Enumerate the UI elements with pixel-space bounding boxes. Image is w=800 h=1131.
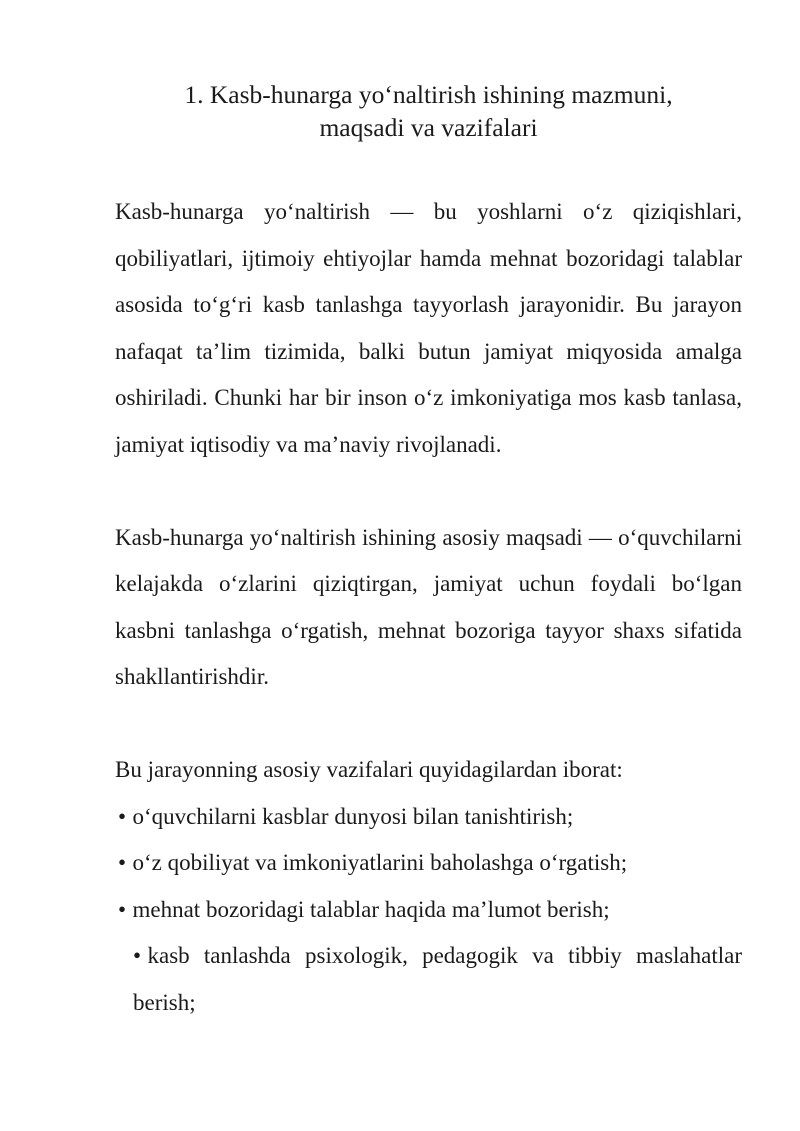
list-item-text: kasb tanlashda psixologik, pedagogik va tibbiy maslahatlar berish; xyxy=(133,943,742,1015)
tasks-list xyxy=(115,794,742,1027)
list-item-text: mehnat bozoridagi talablar haqida ma’lumot berish; xyxy=(132,896,610,922)
document-page xyxy=(115,78,742,1026)
bullet-icon: • xyxy=(118,850,127,875)
bullet-icon: • xyxy=(118,896,127,922)
page-title xyxy=(115,78,742,144)
list-item-text: o‘z qobiliyat va imkoniyatlarini baholashga o‘rgatish; xyxy=(132,850,628,875)
list-item xyxy=(115,887,742,934)
list-intro: Bu jarayonning asosiy vazifalari quyidagilardan iborat: xyxy=(115,757,623,782)
list-item-text: o‘quvchilarni kasblar dunyosi bilan tanishtirish; xyxy=(132,803,574,829)
bullet-icon: • xyxy=(133,943,142,968)
title-line-1: 1. Kasb-hunarga yo‘naltirish ishining mazmuni, xyxy=(184,80,673,109)
list-item xyxy=(115,933,742,1026)
paragraph-definition: Kasb-hunarga yo‘naltirish — bu yoshlarni o‘z qiziqishlari, qobiliyatlari, ijtimoiy ehtiyojlar hamda mehnat bozoridagi talablar asosida to‘g‘ri kasb tanlashga tayyorlash jarayonidir. Bu jarayon nafaqat ta’lim tizimida, balki butun jamiyat miqyosida amalga oshiriladi. Chunki har bir inson o‘z imkoniyatiga mos kasb tanlasa, jamiyat iqtisodiy va ma’naviy rivojlanadi. xyxy=(115,199,742,457)
paragraph-goal: Kasb-hunarga yo‘naltirish ishining asosiy maqsadi — o‘quvchilarni kelajakda o‘zlarini qiziqtirgan, jamiyat uchun foydali bo‘lgan kasbni tanlashga o‘rgatish, mehnat bozoriga tayyor shaxs sifatida shakllantirishdir. xyxy=(115,524,742,689)
list-item xyxy=(115,794,742,841)
bullet-icon: • xyxy=(118,803,127,829)
list-item xyxy=(115,840,742,887)
title-line-2: maqsadi va vazifalari xyxy=(319,113,538,142)
